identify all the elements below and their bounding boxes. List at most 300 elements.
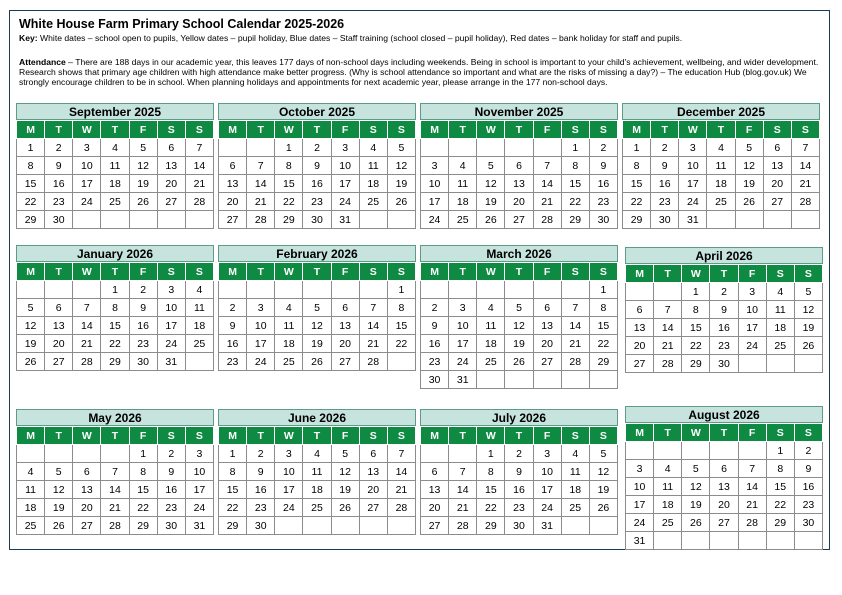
empty-cell: [185, 211, 213, 229]
attendance-label: Attendance: [19, 57, 66, 67]
weekday-header: F: [129, 121, 157, 139]
day-cell: 29: [477, 517, 505, 535]
day-cell: 3: [738, 283, 766, 301]
week-row: [17, 499, 214, 517]
key-label: Key:: [19, 33, 38, 43]
day-cell: 26: [735, 193, 763, 211]
day-cell: 7: [738, 460, 766, 478]
day-cell: 23: [247, 499, 275, 517]
empty-cell: [589, 517, 617, 535]
day-cell: 7: [387, 445, 415, 463]
day-cell: 21: [654, 337, 682, 355]
month-title: April 2026: [625, 247, 823, 264]
day-cell: 20: [626, 337, 654, 355]
day-cell: 2: [651, 139, 679, 157]
day-cell: 27: [533, 353, 561, 371]
day-cell: 23: [589, 193, 617, 211]
weekday-header-row: [17, 427, 214, 445]
empty-cell: [561, 371, 589, 389]
day-cell: 24: [449, 353, 477, 371]
day-cell: 23: [505, 499, 533, 517]
empty-cell: [626, 442, 654, 460]
weekday-header: W: [73, 427, 101, 445]
week-row: [623, 175, 820, 193]
week-row: [421, 445, 618, 463]
week-row: [626, 514, 823, 532]
day-cell: 27: [421, 517, 449, 535]
day-cell: 24: [157, 335, 185, 353]
day-cell: 11: [477, 317, 505, 335]
day-cell: 10: [185, 463, 213, 481]
day-cell: 4: [707, 139, 735, 157]
weekday-header: T: [303, 263, 331, 281]
day-cell: 15: [682, 319, 710, 337]
day-cell: 19: [477, 193, 505, 211]
month-calendar: [420, 409, 618, 535]
week-row: [623, 139, 820, 157]
day-cell: 16: [219, 335, 247, 353]
month-title: March 2026: [420, 245, 618, 262]
day-cell: 30: [794, 514, 822, 532]
day-cell: 30: [651, 211, 679, 229]
day-cell: 7: [247, 157, 275, 175]
day-cell: 22: [589, 335, 617, 353]
day-cell: 5: [735, 139, 763, 157]
day-cell: 19: [45, 499, 73, 517]
day-cell: 7: [359, 299, 387, 317]
day-cell: 27: [626, 355, 654, 373]
empty-cell: [710, 532, 738, 550]
day-cell: 13: [157, 157, 185, 175]
empty-cell: [45, 281, 73, 299]
day-cell: 27: [505, 211, 533, 229]
day-cell: 22: [275, 193, 303, 211]
day-cell: 28: [247, 211, 275, 229]
day-cell: 28: [73, 353, 101, 371]
day-cell: 6: [359, 445, 387, 463]
day-cell: 18: [101, 175, 129, 193]
weekday-header: S: [185, 263, 213, 281]
day-cell: 24: [331, 193, 359, 211]
day-cell: 5: [477, 157, 505, 175]
day-cell: 26: [682, 514, 710, 532]
weekday-header: T: [654, 265, 682, 283]
month-calendar: [420, 245, 618, 389]
weekday-header: M: [421, 263, 449, 281]
day-cell: 25: [766, 337, 794, 355]
day-cell: 4: [275, 299, 303, 317]
day-cell: 15: [561, 175, 589, 193]
week-row: [17, 445, 214, 463]
weekday-header: W: [73, 121, 101, 139]
empty-cell: [682, 442, 710, 460]
day-cell: 18: [17, 499, 45, 517]
day-cell: 6: [710, 460, 738, 478]
weekday-header: W: [275, 427, 303, 445]
empty-cell: [654, 532, 682, 550]
weekday-header: T: [449, 121, 477, 139]
day-cell: 22: [101, 335, 129, 353]
empty-cell: [794, 355, 822, 373]
day-cell: 10: [626, 478, 654, 496]
week-row: [17, 481, 214, 499]
empty-cell: [331, 281, 359, 299]
week-row: [219, 481, 416, 499]
weekday-header-row: [219, 263, 416, 281]
day-cell: 23: [710, 337, 738, 355]
day-cell: 5: [682, 460, 710, 478]
day-cell: 31: [449, 371, 477, 389]
day-cell: 1: [387, 281, 415, 299]
empty-cell: [449, 281, 477, 299]
day-cell: 22: [682, 337, 710, 355]
weekday-header: S: [589, 263, 617, 281]
empty-cell: [477, 281, 505, 299]
page-title: White House Farm Primary School Calendar 2025-2026: [19, 17, 345, 31]
day-cell: 23: [651, 193, 679, 211]
day-cell: 18: [561, 481, 589, 499]
key-text: [19, 33, 682, 43]
week-row: [17, 353, 214, 371]
month-calendar: [625, 247, 823, 373]
empty-cell: [359, 211, 387, 229]
day-cell: 7: [791, 139, 819, 157]
weekday-header: M: [623, 121, 651, 139]
day-cell: 4: [477, 299, 505, 317]
week-row: [623, 193, 820, 211]
day-cell: 6: [45, 299, 73, 317]
attendance-description: – There are 188 days in our academic year, this leaves 177 days of non-school days including weekends. Being in school is important to your child's achievement, wellbeing, and wider development. Research shows that primary age children with high attendance make better progress. (Why is school attendance so important and what are the risks of missing a day?) – The education Hub (blog.gov.uk) We strongly encourage children to be in school. When planning holidays and appointments for next academic year, please arrange in the 177 non-school days.: [19, 57, 819, 88]
empty-cell: [101, 445, 129, 463]
day-cell: 29: [17, 211, 45, 229]
month-table: [420, 426, 618, 535]
day-cell: 16: [45, 175, 73, 193]
weekday-header: T: [449, 263, 477, 281]
day-cell: 20: [219, 193, 247, 211]
day-cell: 29: [129, 517, 157, 535]
day-cell: 5: [794, 283, 822, 301]
weekday-header-row: [17, 263, 214, 281]
weekday-header: W: [682, 424, 710, 442]
day-cell: 26: [17, 353, 45, 371]
day-cell: 25: [101, 193, 129, 211]
month-calendar: [420, 103, 618, 229]
day-cell: 30: [421, 371, 449, 389]
month-calendar: [218, 409, 416, 535]
day-cell: 26: [387, 193, 415, 211]
month-title: November 2025: [420, 103, 618, 120]
weekday-header: S: [561, 427, 589, 445]
day-cell: 14: [533, 175, 561, 193]
weekday-header: T: [303, 121, 331, 139]
weekday-header: F: [738, 265, 766, 283]
day-cell: 16: [303, 175, 331, 193]
day-cell: 22: [129, 499, 157, 517]
day-cell: 9: [505, 463, 533, 481]
day-cell: 24: [275, 499, 303, 517]
day-cell: 29: [623, 211, 651, 229]
week-row: [626, 460, 823, 478]
day-cell: 8: [477, 463, 505, 481]
day-cell: 24: [533, 499, 561, 517]
day-cell: 30: [45, 211, 73, 229]
month-table: [420, 120, 618, 229]
week-row: [626, 532, 823, 550]
week-row: [421, 463, 618, 481]
week-row: [219, 335, 416, 353]
day-cell: 28: [449, 517, 477, 535]
day-cell: 16: [129, 317, 157, 335]
day-cell: 7: [561, 299, 589, 317]
weekday-header: W: [275, 121, 303, 139]
weekday-header: F: [331, 263, 359, 281]
day-cell: 13: [219, 175, 247, 193]
weekday-header: T: [101, 427, 129, 445]
day-cell: 31: [533, 517, 561, 535]
week-row: [219, 299, 416, 317]
day-cell: 17: [679, 175, 707, 193]
day-cell: 3: [533, 445, 561, 463]
day-cell: 1: [561, 139, 589, 157]
day-cell: 2: [794, 442, 822, 460]
day-cell: 20: [359, 481, 387, 499]
empty-cell: [303, 281, 331, 299]
day-cell: 19: [794, 319, 822, 337]
day-cell: 18: [766, 319, 794, 337]
week-row: [421, 139, 618, 157]
day-cell: 1: [101, 281, 129, 299]
day-cell: 22: [477, 499, 505, 517]
weekday-header: S: [185, 427, 213, 445]
day-cell: 17: [449, 335, 477, 353]
day-cell: 27: [157, 193, 185, 211]
day-cell: 15: [623, 175, 651, 193]
day-cell: 9: [219, 317, 247, 335]
month-table: [625, 264, 823, 373]
weekday-header: M: [17, 263, 45, 281]
weekday-header: W: [73, 263, 101, 281]
week-row: [623, 211, 820, 229]
day-cell: 24: [626, 514, 654, 532]
day-cell: 10: [679, 157, 707, 175]
day-cell: 21: [185, 175, 213, 193]
day-cell: 9: [794, 460, 822, 478]
day-cell: 6: [533, 299, 561, 317]
day-cell: 23: [794, 496, 822, 514]
day-cell: 23: [157, 499, 185, 517]
day-cell: 11: [449, 175, 477, 193]
day-cell: 11: [17, 481, 45, 499]
day-cell: 10: [533, 463, 561, 481]
week-row: [219, 317, 416, 335]
day-cell: 6: [157, 139, 185, 157]
week-row: [626, 337, 823, 355]
day-cell: 10: [331, 157, 359, 175]
day-cell: 30: [129, 353, 157, 371]
weekday-header: S: [387, 263, 415, 281]
day-cell: 25: [185, 335, 213, 353]
day-cell: 25: [275, 353, 303, 371]
day-cell: 2: [710, 283, 738, 301]
day-cell: 3: [421, 157, 449, 175]
day-cell: 21: [101, 499, 129, 517]
day-cell: 1: [589, 281, 617, 299]
day-cell: 12: [17, 317, 45, 335]
weekday-header: T: [101, 121, 129, 139]
day-cell: 21: [387, 481, 415, 499]
day-cell: 31: [331, 211, 359, 229]
week-row: [219, 175, 416, 193]
day-cell: 28: [533, 211, 561, 229]
day-cell: 17: [738, 319, 766, 337]
day-cell: 19: [17, 335, 45, 353]
day-cell: 5: [505, 299, 533, 317]
weekday-header: T: [247, 427, 275, 445]
day-cell: 30: [157, 517, 185, 535]
month-table: [218, 120, 416, 229]
day-cell: 18: [303, 481, 331, 499]
day-cell: 10: [738, 301, 766, 319]
weekday-header: F: [533, 263, 561, 281]
weekday-header: M: [421, 121, 449, 139]
weekday-header: S: [185, 121, 213, 139]
month-calendar: [16, 103, 214, 229]
day-cell: 31: [157, 353, 185, 371]
month-title: October 2025: [218, 103, 416, 120]
empty-cell: [654, 283, 682, 301]
day-cell: 6: [763, 139, 791, 157]
day-cell: 25: [707, 193, 735, 211]
day-cell: 3: [449, 299, 477, 317]
day-cell: 23: [421, 353, 449, 371]
weekday-header-row: [626, 265, 823, 283]
day-cell: 23: [219, 353, 247, 371]
month-table: [420, 262, 618, 389]
day-cell: 21: [738, 496, 766, 514]
empty-cell: [45, 445, 73, 463]
weekday-header: S: [561, 263, 589, 281]
weekday-header: S: [766, 265, 794, 283]
day-cell: 17: [331, 175, 359, 193]
day-cell: 14: [738, 478, 766, 496]
weekday-header: S: [794, 265, 822, 283]
day-cell: 17: [626, 496, 654, 514]
day-cell: 3: [331, 139, 359, 157]
week-row: [219, 499, 416, 517]
day-cell: 8: [387, 299, 415, 317]
month-calendar: [218, 103, 416, 229]
week-row: [219, 157, 416, 175]
day-cell: 14: [791, 157, 819, 175]
day-cell: 16: [794, 478, 822, 496]
weekday-header: F: [129, 427, 157, 445]
day-cell: 14: [73, 317, 101, 335]
weekday-header: M: [626, 424, 654, 442]
empty-cell: [17, 445, 45, 463]
empty-cell: [766, 355, 794, 373]
day-cell: 12: [331, 463, 359, 481]
day-cell: 5: [17, 299, 45, 317]
day-cell: 9: [589, 157, 617, 175]
week-row: [421, 517, 618, 535]
week-row: [421, 175, 618, 193]
day-cell: 13: [73, 481, 101, 499]
day-cell: 7: [654, 301, 682, 319]
weekday-header: F: [533, 427, 561, 445]
weekday-header: S: [589, 427, 617, 445]
day-cell: 14: [449, 481, 477, 499]
day-cell: 8: [219, 463, 247, 481]
empty-cell: [73, 211, 101, 229]
day-cell: 2: [589, 139, 617, 157]
empty-cell: [303, 517, 331, 535]
empty-cell: [707, 211, 735, 229]
weekday-header: M: [421, 427, 449, 445]
weekday-header-row: [17, 121, 214, 139]
day-cell: 27: [763, 193, 791, 211]
day-cell: 4: [359, 139, 387, 157]
week-row: [421, 353, 618, 371]
day-cell: 28: [387, 499, 415, 517]
day-cell: 5: [331, 445, 359, 463]
day-cell: 9: [651, 157, 679, 175]
day-cell: 13: [626, 319, 654, 337]
day-cell: 12: [589, 463, 617, 481]
day-cell: 12: [477, 175, 505, 193]
weekday-header-row: [623, 121, 820, 139]
day-cell: 20: [331, 335, 359, 353]
day-cell: 28: [561, 353, 589, 371]
day-cell: 17: [73, 175, 101, 193]
week-row: [17, 517, 214, 535]
empty-cell: [561, 281, 589, 299]
month-calendar: [218, 245, 416, 371]
day-cell: 3: [275, 445, 303, 463]
week-row: [219, 353, 416, 371]
day-cell: 18: [477, 335, 505, 353]
day-cell: 4: [17, 463, 45, 481]
week-row: [421, 157, 618, 175]
day-cell: 25: [17, 517, 45, 535]
day-cell: 6: [421, 463, 449, 481]
day-cell: 1: [682, 283, 710, 301]
empty-cell: [101, 211, 129, 229]
day-cell: 3: [626, 460, 654, 478]
week-row: [17, 193, 214, 211]
month-calendar: [625, 406, 823, 550]
day-cell: 22: [17, 193, 45, 211]
day-cell: 13: [710, 478, 738, 496]
day-cell: 3: [247, 299, 275, 317]
day-cell: 19: [303, 335, 331, 353]
empty-cell: [533, 371, 561, 389]
day-cell: 20: [45, 335, 73, 353]
day-cell: 20: [763, 175, 791, 193]
day-cell: 19: [129, 175, 157, 193]
day-cell: 3: [185, 445, 213, 463]
month-calendar: [16, 409, 214, 535]
empty-cell: [763, 211, 791, 229]
day-cell: 25: [449, 211, 477, 229]
month-title: June 2026: [218, 409, 416, 426]
week-row: [219, 445, 416, 463]
empty-cell: [505, 281, 533, 299]
empty-cell: [421, 445, 449, 463]
day-cell: 13: [505, 175, 533, 193]
day-cell: 20: [157, 175, 185, 193]
day-cell: 11: [561, 463, 589, 481]
day-cell: 24: [421, 211, 449, 229]
